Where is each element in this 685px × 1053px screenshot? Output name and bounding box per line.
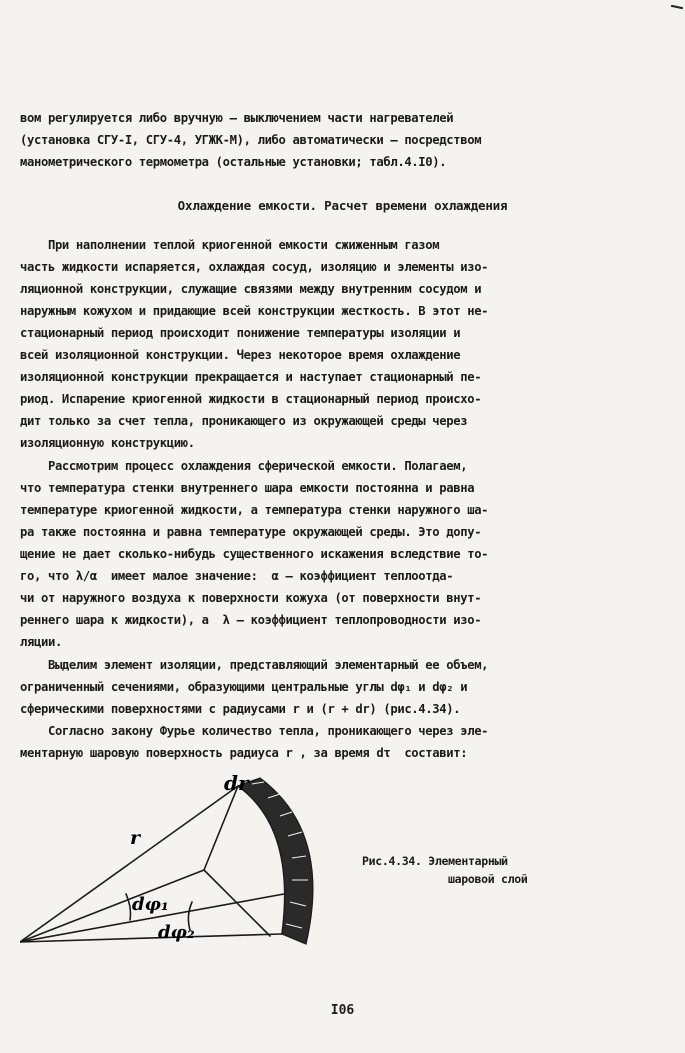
text-line: всей изоляционной конструкции. Через некоторое время охлаждение: [20, 348, 461, 362]
text-line: (установка СГУ-I, СГУ-4, УГЖК-М), либо автоматически – посредством: [20, 133, 482, 147]
label-r: r: [130, 827, 141, 849]
outer-shell: [238, 778, 313, 944]
label-dphi2: dφ₂: [158, 922, 195, 943]
label-dr: dr: [224, 771, 249, 795]
text-line: ра также постоянна и равна температуре окружающей среды. Это допу-: [20, 525, 482, 539]
text-line: изоляционной конструкции прекращается и наступает стационарный пе-: [20, 370, 482, 384]
page-number: I06: [330, 1003, 355, 1018]
caption-line-2: шаровой слой: [448, 872, 528, 886]
text-line: наружным кожухом и придающие всей конструкции жесткость. В этот не-: [20, 304, 489, 318]
text-line: часть жидкости испаряется, охлаждая сосуд, изоляцию и элементы изо-: [20, 260, 489, 274]
text-line: манометрического термометра (остальные установки; табл.4.I0).: [20, 155, 447, 169]
text-line: Выделим элемент изоляции, представляющий элементарный ее объем,: [20, 658, 489, 672]
text-line: щение не дает сколько-нибудь существенного искажения вследствие то-: [20, 547, 489, 561]
text-line: Согласно закону Фурье количество тепла, проникающего через эле-: [20, 724, 489, 738]
spherical-layer-figure: [20, 768, 340, 968]
scan-mark: [671, 5, 683, 9]
text-line: изоляционную конструкцию.: [20, 436, 195, 450]
text-line: вом регулируется либо вручную – выключением части нагревателей: [20, 111, 454, 125]
angle-arc-1: [126, 894, 131, 920]
text-line: что температура стенки внутреннего шара емкости постоянна и равна: [20, 481, 475, 495]
text-line: ограниченный сечениями, образующими центральные углы dφ₁ и dφ₂ и: [20, 680, 468, 694]
text-line: дит только за счет тепла, проникающего из окружающей среды через: [20, 414, 468, 428]
text-line: сферическими поверхностями с радиусами r и (r + dr) (рис.4.34).: [20, 702, 461, 716]
text-line: стационарный период происходит понижение температуры изоляции и: [20, 326, 461, 340]
section-heading: Охлаждение емкости. Расчет времени охлаждения: [177, 198, 508, 213]
text-line: ментарную шаровую поверхность радиуса r , за время dτ составит:: [20, 746, 468, 760]
text-line: При наполнении теплой криогенной емкости сжиженным газом: [20, 238, 440, 252]
label-dphi1: dφ₁: [132, 894, 169, 915]
text-line: риод. Испарение криогенной жидкости в стационарный период происхо-: [20, 392, 482, 406]
text-line: го, что λ/α имеет малое значение: α – коэффициент теплоотда-: [20, 569, 454, 583]
text-line: реннего шара к жидкости), а λ – коэффициент теплопроводности изо-: [20, 613, 482, 627]
inner-edge-bottom: [204, 870, 270, 936]
text-line: Рассмотрим процесс охлаждения сферической емкости. Полагаем,: [20, 459, 468, 473]
text-line: ляции.: [20, 635, 62, 649]
radius-line-top: [20, 786, 238, 942]
caption-line-1: Рис.4.34. Элементарный: [362, 854, 508, 868]
figure-caption: [362, 852, 582, 888]
text-line: температуре криогенной жидкости, а температура стенки наружного ша-: [20, 503, 489, 517]
text-line: чи от наружного воздуха к поверхности кожуха (от поверхности внут-: [20, 591, 482, 605]
text-line: ляционной конструкции, служащие связями между внутренним сосудом и: [20, 282, 482, 296]
